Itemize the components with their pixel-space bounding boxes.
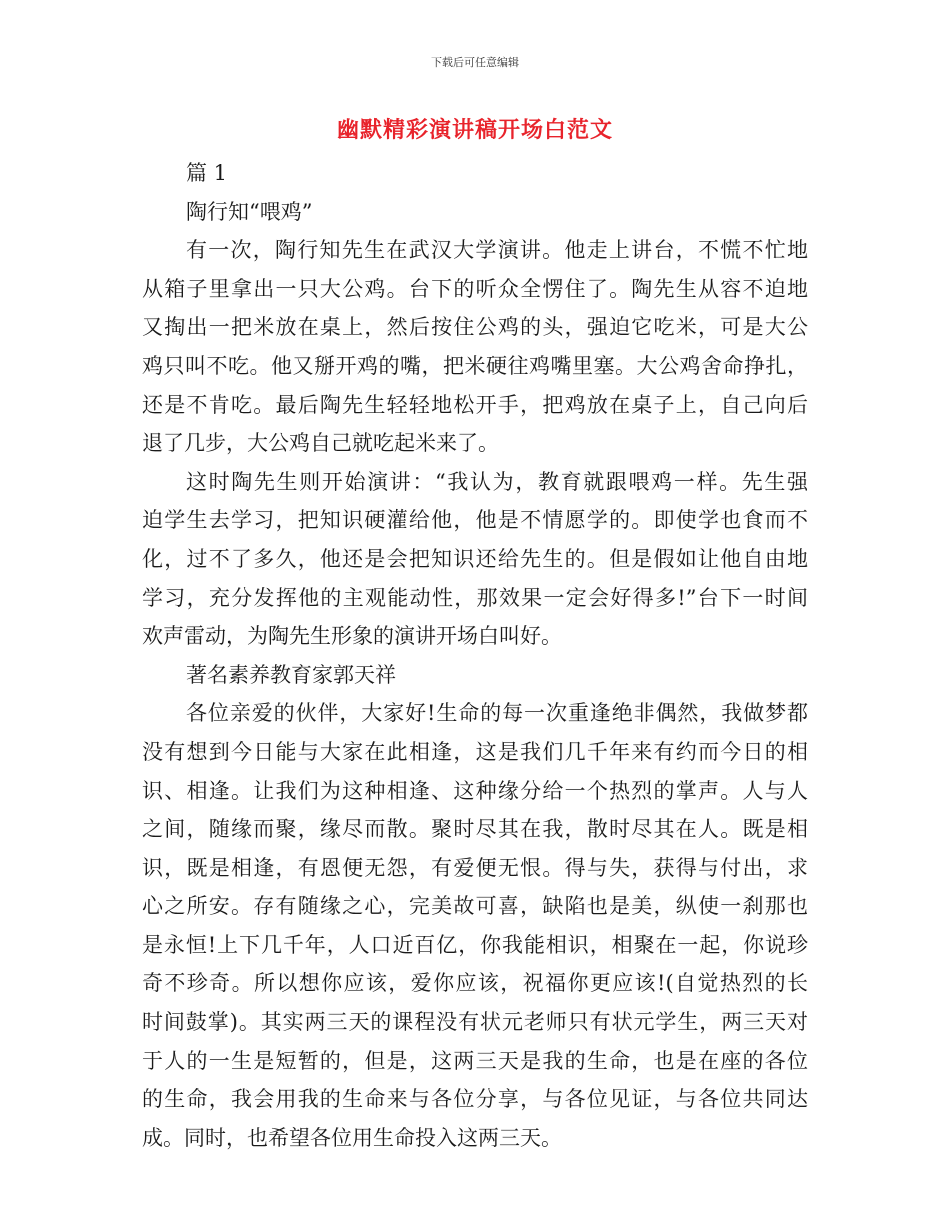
header-note: 下载后可任意编辑 (431, 56, 519, 69)
text-line: 欢声雷动，为陶先生形象的演讲开场白叫好。 (142, 624, 562, 649)
text-line: 化，过不了多久，他还是会把知识还给先生的。但是假如让他自由地 (142, 546, 808, 571)
text-line: 还是不肯吃。最后陶先生轻轻地松开手，把鸡放在桌子上，自己向后 (142, 392, 808, 417)
text-line: 识，既是相逢，有恩便无怨，有爱便无恨。得与失，获得与付出，求 (142, 855, 808, 880)
text-line: 篇 1 (186, 161, 228, 185)
text-line: 成。同时，也希望各位用生命投入这两三天。 (142, 1125, 562, 1150)
text-line: 之间，随缘而聚，缘尽而散。聚时尽其在我，散时尽其在人。既是相 (142, 817, 808, 842)
text-line: 学习，充分发挥他的主观能动性，那效果一定会好得多!”台下一时间 (142, 585, 808, 610)
text-line: 奇不珍奇。所以想你应该，爱你应该，祝福你更应该!(自觉热烈的长 (142, 971, 808, 996)
text-line: 退了几步，大公鸡自己就吃起米来了。 (142, 431, 499, 456)
text-line: 识、相逢。让我们为这种相逢、这种缘分给一个热烈的掌声。人与人 (142, 778, 808, 803)
text-line: 是永恒!上下几千年，人口近百亿，你我能相识，相聚在一起，你说珍 (142, 932, 808, 957)
text-line: 这时陶先生则开始演讲：“我认为，教育就跟喂鸡一样。先生强 (186, 469, 808, 494)
text-line: 著名素养教育家郭天祥 (186, 662, 396, 687)
text-line: 心之所安。存有随缘之心，完美故可喜，缺陷也是美，纵使一刹那也 (142, 894, 808, 919)
text-line: 陶行知“喂鸡” (186, 199, 313, 224)
text-line: 时间鼓掌)。其实两三天的课程没有状元老师只有状元学生，两三天对 (142, 1010, 808, 1035)
text-line: 又掏出一把米放在桌上，然后按住公鸡的头，强迫它吃米，可是大公 (142, 315, 808, 340)
text-line: 有一次，陶行知先生在武汉大学演讲。他走上讲台，不慌不忙地 (186, 238, 808, 263)
text-line: 的生命，我会用我的生命来与各位分享，与各位见证，与各位共同达 (142, 1087, 808, 1112)
text-line: 从箱子里拿出一只大公鸡。台下的听众全愣住了。陶先生从容不迫地 (142, 276, 808, 301)
document-body (142, 154, 808, 1157)
text-line: 迫学生去学习，把知识硬灌给他，他是不情愿学的。即使学也食而不 (142, 508, 808, 533)
document-title: 幽默精彩演讲稿开场白范文 (336, 118, 613, 143)
text-line: 各位亲爱的伙伴，大家好!生命的每一次重逢绝非偶然，我做梦都 (186, 701, 808, 726)
text-line: 没有想到今日能与大家在此相逢，这是我们几千年来有约而今日的相 (142, 739, 808, 764)
text-line: 于人的一生是短暂的，但是，这两三天是我的生命，也是在座的各位 (142, 1048, 808, 1073)
text-line: 鸡只叫不吃。他又掰开鸡的嘴，把米硬往鸡嘴里塞。大公鸡舍命挣扎， (142, 353, 808, 378)
